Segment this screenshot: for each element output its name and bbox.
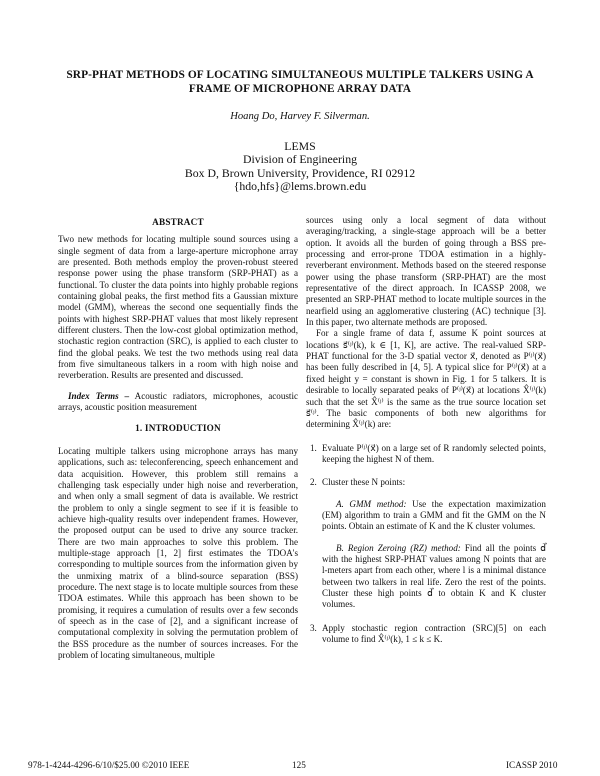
title-line-1: SRP-PHAT METHODS OF LOCATING SIMULTANEOUS MULTIPLE TALKERS USING A [66, 69, 534, 81]
step-2-text: Cluster these N points: [322, 477, 406, 488]
paper-title [40, 68, 560, 96]
affiliation-division: Division of Engineering [242, 152, 358, 167]
step-1-text: Evaluate P⁽ʲ⁾(x⃗) on a large set of R randomly selected points, keeping the highest N of them. [322, 442, 546, 464]
left-column [58, 217, 298, 661]
index-terms-label: Index Terms – [68, 390, 130, 401]
step-2a-label: A. GMM method: [336, 498, 407, 509]
step-3-text: Apply stochastic region contraction (SRC)[5] on each volume to find X̂⁽ʲ⁾(k), 1 ≤ k ≤ K. [322, 622, 546, 644]
intro-text: Locating multiple talkers using microphone arrays has many applications, such as: teleconferencing, speech enhancement and data acquisition. However, this problem still remains a challenging task especially under high noise and reverberation, and when only a small segment of data is available. We restrict the problem to only a single segment to see if it is feasible to achieve high-quality results over independent frames. However, the proposed output can be used to drive any source tracker. There are two main approaches to solve this problem. The multiple-stage approach [1, 2] first estimates the TDOA's corresponding to multiple sources from the information given by the unmixing matrix of a blind-source separation (BSS) procedure. The next stage is to locate multiple sources from these TDOA estimates. While this approach has been shown to be promising, it requires a cumulation of results over a few seconds of speech as in the case of [2], and a significant increase of computational complexity in solving the permutation problem of the BSS procedure as the number of sources increases. For the problem of locating simultaneous, multiple [58, 445, 298, 661]
footer-copyright: 978-1-4244-4296-6/10/$25.00 ©2010 IEEE [28, 760, 190, 770]
right-para-2: For a single frame of data f, assume K point sources at locations s⃗⁽ʲ⁾(k), k ∈ [1, K], are active. The real-valued SRP-PHAT functional for the 3-D spatial vector x⃗, denoted as P⁽ʲ⁾(x⃗) has been fully described in [4, 5]. A typical slice for P⁽ʲ⁾(x⃗) at a fixed height y = constant is shown in Fig. 1 for 5 talkers. It is desirable to locally separated peaks of P⁽ʲ⁾(x⃗) at locations X̂⁽ʲ⁾(k) such that the set X̂⁽ʲ⁾ is the same as the true source location set s⃗⁽ʲ⁾. The basic components of both new algorithms for determining X̂⁽ʲ⁾(k) are: [306, 328, 546, 430]
title-line-2: FRAME OF MICROPHONE ARRAY DATA [188, 83, 412, 95]
affiliation-email: {hdo,hfs}@lems.brown.edu [233, 179, 367, 194]
step-2a-text: Use the expectation maximization (EM) algorithm to train a GMM and fit the GMM on the N points. Obtain an estimate of K and the K cluster volumes. [322, 498, 546, 532]
footer-page-number: 125 [292, 760, 306, 770]
intro-heading: 1. INTRODUCTION [135, 422, 221, 433]
affiliation-address: Box D, Brown University, Providence, RI 02912 [184, 165, 416, 180]
step-1-number: 1. [310, 442, 317, 453]
right-para-1: sources using only a local segment of data without averaging/tracking, a single-stage approach will be a better option. It avoids all the burden of going through a BSS pre-processing and error-prone TDOA estimation in a highly-reverberant environment. Methods based on the steered response power using the phase transform (SRP-PHAT) are the most representative of the direct approach. In ICASSP 2008, we presented an SRP-PHAT method to locate multiple sources in the nearfield using an agglomerative clustering (AC) technique [3]. In this paper, two alternate methods are proposed. [306, 215, 546, 328]
abstract-heading: ABSTRACT [152, 217, 204, 227]
affiliation-lab: LEMS [284, 139, 316, 153]
step-2b [306, 543, 546, 611]
authors: Hoang Do, Harvey F. Silverman. [230, 111, 370, 122]
footer-conference: ICASSP 2010 [506, 760, 558, 770]
affiliation [0, 140, 600, 194]
step-2a [306, 499, 546, 533]
step-2 [306, 477, 546, 488]
right-column [306, 215, 546, 645]
algorithm-steps [306, 443, 546, 489]
abstract-text: Two new methods for locating multiple sound sources using a single segment of data from a large-aperture microphone array are presented. Both methods employ the proven-robust steered response power using the phase transform (SRP-PHAT) as a functional. To cluster the data points into highly probable regions containing global peaks, the first method fits a Gaussian mixture model (GMM), whereas the second one sequentially finds the points with highest SRP-PHAT values that most likely represent different clusters. Then the low-cost global optimization method, stochastic region contraction (SRC), is applied to each cluster to find the global peaks. We test the two methods using real data from five simultaneous talkers in a room with high noise and reverberation. Results are presented and discussed. [58, 234, 298, 381]
step-3 [306, 623, 546, 646]
step-3-number: 3. [310, 622, 317, 633]
index-terms [58, 391, 298, 414]
step-2b-label: B. Region Zeroing (RZ) method: [336, 542, 461, 553]
step-2-number: 2. [310, 477, 317, 488]
step-1 [306, 443, 546, 466]
step-2b-text: Find all the points d⃗ with the highest SRP-PHAT values among N points that are l-meters apart from each other, where l is a minimal distance between two talkers in real life. Zero the rest of the points. Cluster these high points d⃗ to obtain K and K cluster volumes. [322, 542, 546, 610]
algorithm-steps-continued [306, 623, 546, 646]
index-terms-text: Acoustic radiators, microphones, acoustic arrays, acoustic position measurement [58, 390, 299, 413]
